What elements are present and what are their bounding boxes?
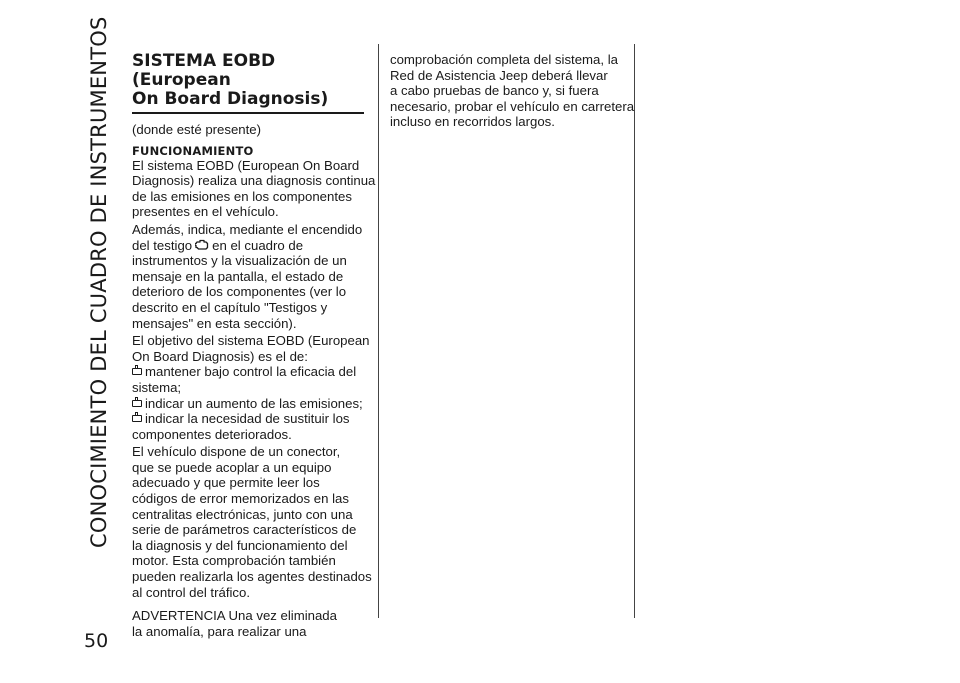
bullet-square-icon: [132, 400, 142, 407]
bullet-square-icon: [132, 415, 142, 422]
text-line: ADVERTENCIA Una vez eliminada: [132, 608, 337, 624]
paragraph-warning-light: [132, 222, 364, 331]
text-line: de las emisiones en los componentes: [132, 188, 352, 204]
bullet-item: [132, 396, 364, 412]
text-line: mensajes" en esta sección).: [132, 315, 297, 331]
bullet-item-continuation: sistema;: [132, 379, 182, 395]
paragraph-advertencia-continued: [390, 52, 635, 130]
text-line: Diagnosis) realiza una diagnosis continua: [132, 173, 376, 189]
text-column-right: [390, 52, 635, 130]
bullet-item: [132, 411, 364, 427]
bullet-square-icon: [132, 368, 142, 375]
text-line: On Board Diagnosis) es el de:: [132, 348, 308, 364]
subsection-heading: FUNCIONAMIENTO: [132, 143, 254, 158]
bullet-text: indicar un aumento de las emisiones;: [145, 395, 363, 411]
text-line: centralitas electrónicas, junto con una: [132, 506, 353, 522]
text-line: incluso en recorridos largos.: [390, 114, 555, 130]
bullet-text: mantener bajo control la eficacia del: [145, 364, 357, 380]
page-number: 50: [84, 630, 109, 652]
chapter-side-title: [86, 16, 112, 548]
section-subtitle: (donde esté presente): [132, 122, 262, 137]
text-line: a cabo pruebas de banco y, si fuera: [390, 83, 599, 99]
text-column-left: [132, 51, 376, 639]
bullet-item-continuation: componentes deteriorados.: [132, 426, 292, 442]
bullet-item: [132, 364, 364, 380]
paragraph-eobd-description: [132, 157, 376, 220]
text-line: adecuado y que permite leer los: [132, 475, 320, 491]
text-line: motor. Esta comprobación también: [132, 553, 336, 569]
paragraph-objective: [132, 333, 370, 364]
text-line: deterioro de los componentes (ver lo: [132, 284, 347, 300]
column-divider-right: [634, 44, 635, 618]
text-line: que se puede acoplar a un equipo: [132, 459, 332, 475]
text-line: El objetivo del sistema EOBD (European: [132, 333, 370, 349]
text-line: Red de Asistencia Jeep deberá llevar: [390, 67, 608, 83]
text-line-with-icon: [132, 238, 364, 254]
engine-check-icon: [195, 239, 209, 251]
text-line: Además, indica, mediante el encendido: [132, 221, 363, 237]
text-line: códigos de error memorizados en las: [132, 491, 349, 507]
text-line: El sistema EOBD (European On Board: [132, 157, 360, 173]
text-line: serie de parámetros característicos de: [132, 522, 357, 538]
column-divider-left: [378, 44, 379, 618]
text-line: pueden realizarla los agentes destinados: [132, 569, 372, 585]
section-title: [132, 52, 364, 114]
paragraph-connector: [132, 444, 372, 600]
bullet-list: [132, 364, 364, 442]
text-line: necesario, probar el vehículo en carretera: [390, 98, 635, 114]
text-line: instrumentos y la visualización de un: [132, 253, 347, 269]
text-line: presentes en el vehículo.: [132, 204, 279, 220]
text-fragment: en el cuadro de: [212, 237, 304, 253]
text-line: mensaje en la pantalla, el estado de: [132, 268, 344, 284]
text-line: al control del tráfico.: [132, 584, 251, 600]
section-title-line1: SISTEMA EOBD (European: [132, 51, 276, 90]
text-line: comprobación completa del sistema, la: [390, 52, 618, 67]
paragraph-advertencia: [132, 608, 364, 639]
chapter-side-title-text: CONOCIMIENTO DEL CUADRO DE INSTRUMENTOS: [87, 16, 111, 548]
bullet-text: indicar la necesidad de sustituir los: [145, 411, 350, 427]
text-line: la anomalía, para realizar una: [132, 623, 307, 639]
section-title-line2: On Board Diagnosis): [132, 89, 329, 109]
text-line: la diagnosis y del funcionamiento del: [132, 537, 348, 553]
text-fragment: del testigo: [132, 237, 193, 253]
text-line: descrito en el capítulo "Testigos y: [132, 299, 328, 315]
text-line: El vehículo dispone de un conector,: [132, 444, 341, 460]
